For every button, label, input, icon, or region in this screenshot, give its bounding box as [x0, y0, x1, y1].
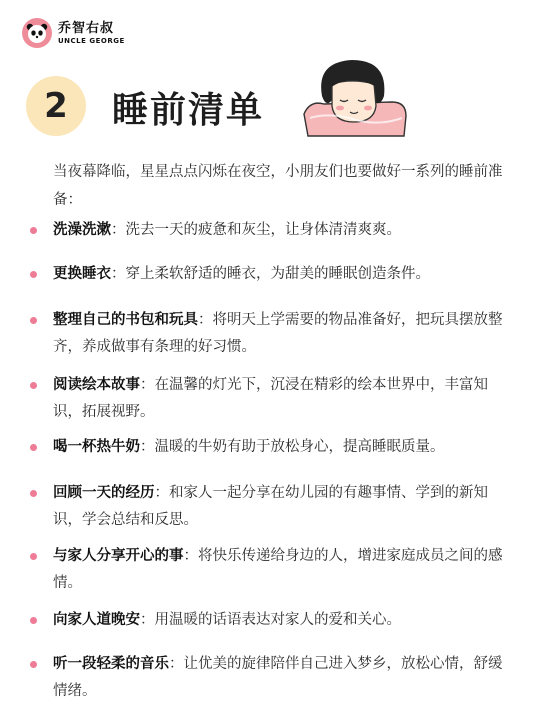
item-separator: ： [140, 377, 155, 393]
list-item [30, 480, 516, 534]
item-description: 将快乐传递给身边的人，增进家庭成员之间的感情。 [53, 548, 503, 591]
section-header [26, 76, 326, 136]
item-description: 温暖的牛奶有助于放松身心，提高睡眠质量。 [154, 439, 445, 455]
brand-name-cn: 乔智右叔 [58, 20, 115, 36]
bullet-dot [30, 271, 37, 278]
bullet-dot [30, 617, 37, 624]
intro-text: 当夜幕降临，星星点点闪烁在夜空，小朋友们也要做好一系列的睡前准备： [53, 164, 503, 208]
list-item [30, 261, 516, 288]
list-item [30, 372, 516, 426]
list-item [30, 607, 516, 634]
item-separator: ： [198, 312, 213, 328]
section-title: 睡前清单 [112, 90, 265, 131]
sleeping-girl-illustration [300, 56, 410, 138]
bullet-dot [30, 382, 37, 389]
item-label: 回顾一天的经历 [53, 485, 155, 501]
item-separator: ： [169, 656, 184, 672]
item-description: 穿上柔软舒适的睡衣，为甜美的睡眠创造条件。 [125, 266, 430, 282]
bullet-dot [30, 227, 37, 234]
bullet-dot [30, 317, 37, 324]
section-number: 2 [44, 86, 68, 126]
item-separator: ： [111, 222, 126, 238]
item-label: 洗澡洗漱 [53, 222, 111, 238]
item-description: 将明天上学需要的物品准备好，把玩具摆放整齐，养成做事有条理的好习惯。 [53, 312, 503, 355]
bullet-dot [30, 490, 37, 497]
list-item [30, 434, 516, 461]
item-description: 用温暖的话语表达对家人的爱和关心。 [154, 612, 401, 628]
item-label: 阅读绘本故事 [53, 377, 140, 393]
panda-icon [22, 18, 52, 48]
bullet-dot [30, 553, 37, 560]
brand-name-en: UNCLE GEORGE [58, 36, 125, 45]
list-item [30, 651, 516, 705]
item-description: 和家人一起分享在幼儿园的有趣事情、学到的新知识，学会总结和反思。 [53, 485, 488, 528]
item-label: 整理自己的书包和玩具 [53, 312, 198, 328]
item-label: 与家人分享开心的事 [53, 548, 184, 564]
bullet-dot [30, 444, 37, 451]
item-label: 更换睡衣 [53, 266, 111, 282]
item-label: 喝一杯热牛奶 [53, 439, 140, 455]
item-separator: ： [140, 612, 155, 628]
item-separator: ： [111, 266, 126, 282]
item-separator: ： [140, 439, 155, 455]
item-label: 向家人道晚安 [53, 612, 140, 628]
item-description: 洗去一天的疲惫和灰尘，让身体清清爽爽。 [125, 222, 401, 238]
section-number-badge [26, 76, 86, 136]
bullet-dot [30, 661, 37, 668]
brand-logo [22, 18, 125, 48]
item-separator: ： [154, 485, 169, 501]
item-description: 让优美的旋律陪伴自己进入梦乡，放松心情，舒缓情绪。 [53, 656, 503, 699]
item-description: 在温馨的灯光下，沉浸在精彩的绘本世界中，丰富知识，拓展视野。 [53, 377, 488, 420]
list-item [30, 543, 516, 597]
item-separator: ： [183, 548, 198, 564]
list-item [30, 217, 516, 244]
list-item [30, 307, 516, 361]
item-label: 听一段轻柔的音乐 [53, 656, 169, 672]
